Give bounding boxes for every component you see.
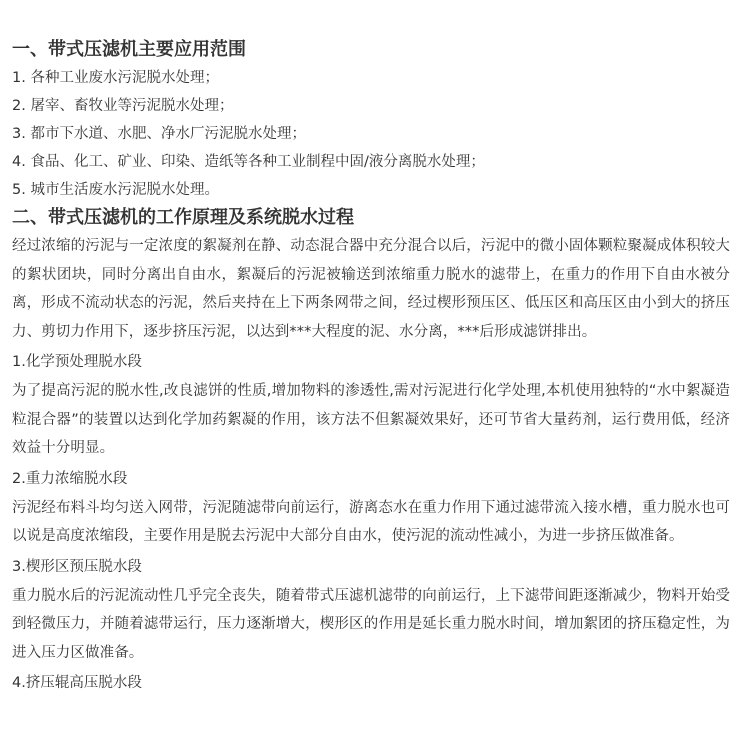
section2-heading: 二、带式压滤机的工作原理及系统脱水过程 — [12, 207, 354, 228]
stage-title: 3.楔形区预压脱水段 — [12, 558, 142, 575]
section1-heading: 一、带式压滤机主要应用范围 — [12, 39, 246, 60]
stage-paragraph: 污泥经布料斗均匀送入网带，污泥随滤带向前运行，游离态水在重力作用下通过滤带流入接水槽，重力脱水也可以说是高度浓缩段，主要作用是脱去污泥中大部分自由水，使污泥的流动性减小，为进一步挤压做准备。 — [12, 499, 730, 544]
intro-paragraph: 经过浓缩的污泥与一定浓度的絮凝剂在静、动态混合器中充分混合以后，污泥中的微小固体颗粒聚凝成体积较大的絮状团块，同时分离出自由水，絮凝后的污泥被输送到浓缩重力脱水的滤带上，在重力的作用下自由水被分离，形成不流动状态的污泥，然后夹持在上下两条网带之间，经过楔形预压区、低压区和高压区由小到大的挤压力、剪切力作用下，逐步挤压污泥，以达到***大程度的泥、水分离，***后形成滤饼排出。 — [12, 238, 730, 340]
list-item: 4. 食品、化工、矿业、印染、造纸等各种工业制程中固/液分离脱水处理； — [12, 154, 485, 170]
stage-paragraph: 为了提高污泥的脱水性,改良滤饼的性质,增加物料的渗透性,需对污泥进行化学处理,本机使用独特的“水中絮凝造粒混合器”的装置以达到化学加药絮凝的作用，该方法不但絮凝效果好，还可节省大量药剂，运行费用低，经济效益十分明显。 — [12, 383, 730, 456]
stage-title: 1.化学预处理脱水段 — [12, 354, 142, 370]
stage-title: 2.重力浓缩脱水段 — [12, 470, 128, 487]
list-item: 3. 都市下水道、水肥、净水厂污泥脱水处理； — [12, 126, 306, 142]
list-item: 2. 屠宰、畜牧业等污泥脱水处理； — [12, 98, 234, 114]
list-item: 5. 城市生活废水污泥脱水处理。 — [12, 182, 219, 198]
stage-paragraph: 重力脱水后的污泥流动性几乎完全丧失，随着带式压滤机滤带的向前运行，上下滤带间距逐渐减少，物料开始受到轻微压力，并随着滤带运行，压力逐渐增大，楔形区的作用是延长重力脱水时间，增加絮团的挤压稳定性，为进入压力区做准备。 — [12, 587, 730, 661]
stage-title: 4.挤压辊高压脱水段 — [12, 675, 142, 691]
list-item: 1. 各种工业废水污泥脱水处理； — [12, 70, 219, 86]
